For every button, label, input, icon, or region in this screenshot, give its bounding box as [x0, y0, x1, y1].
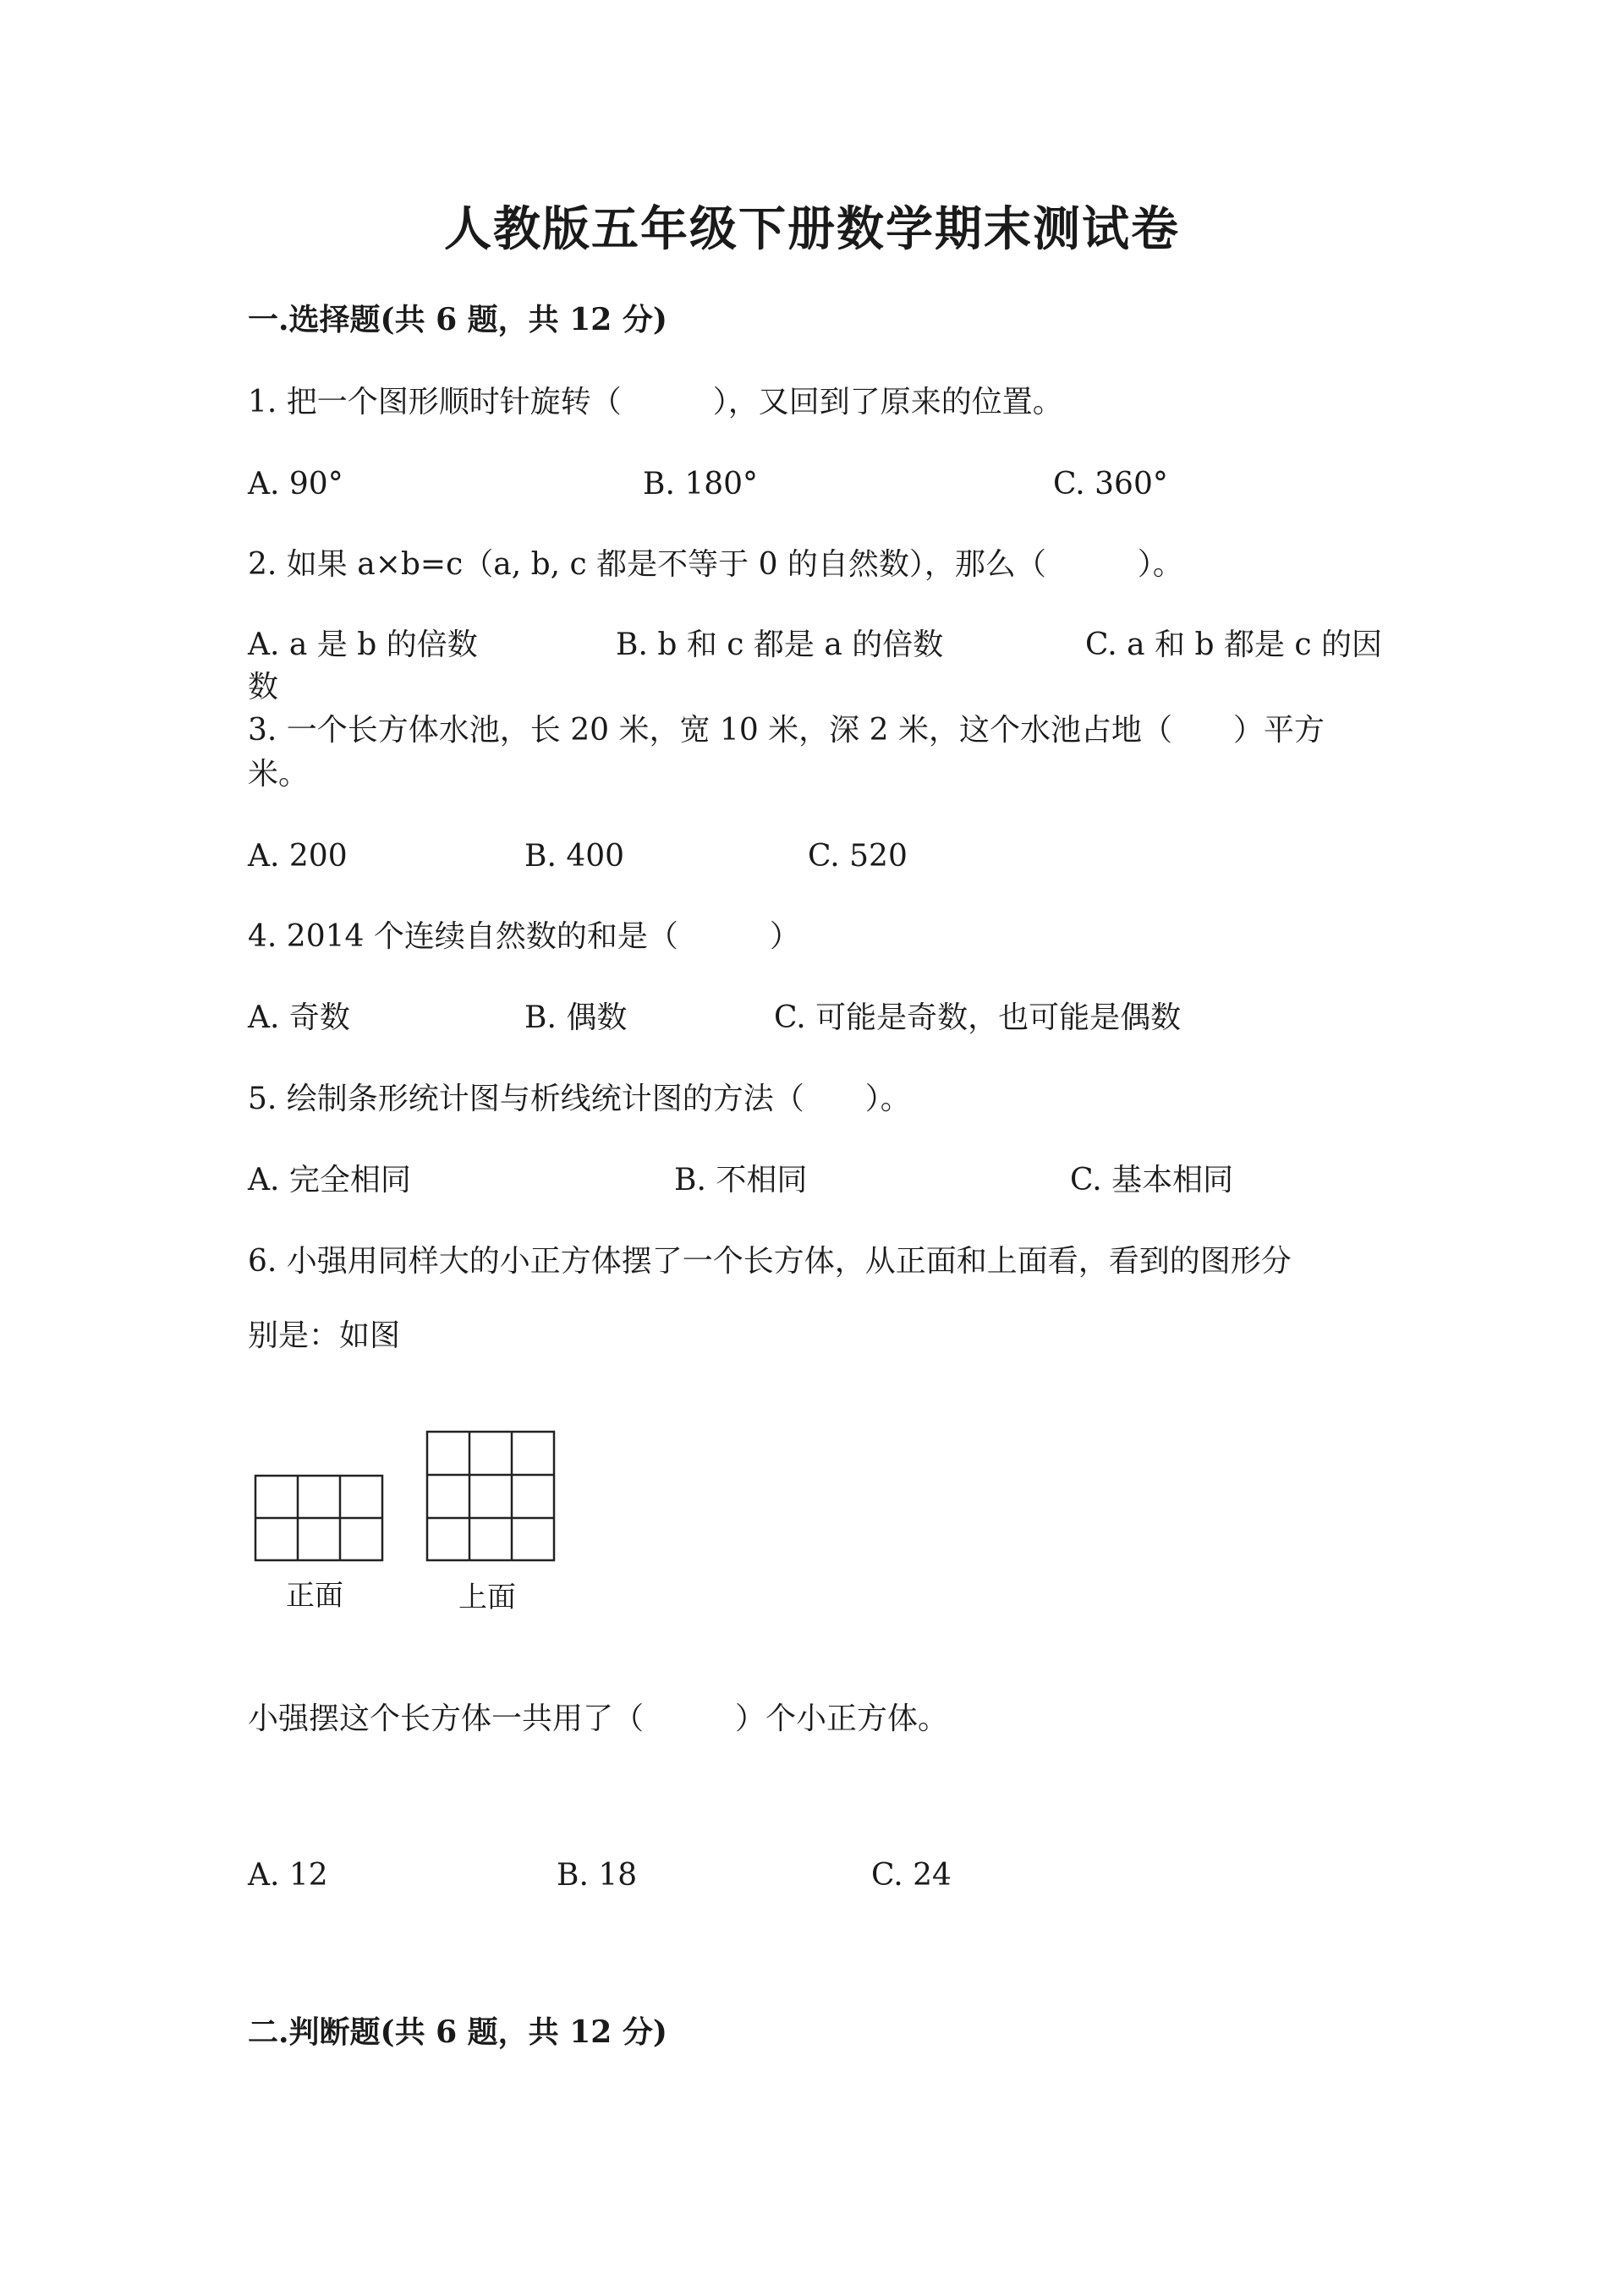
question-4-option-b: B. 偶数 [524, 1000, 628, 1035]
question-6-stem-line3: 小强摆这个长方体一共用了（ ）个小正方体。 [248, 1701, 949, 1736]
question-6-option-b: B. 18 [557, 1858, 638, 1893]
question-3-option-b: B. 400 [524, 839, 625, 874]
section-heading-judgement: 二.判断题(共 6 题，共 12 分) [248, 2014, 667, 2050]
question-1-option-a: A. 90° [248, 467, 343, 501]
top-view-label: 上面 [458, 1581, 516, 1614]
question-3-option-c: C. 520 [808, 839, 908, 874]
question-6-option-c: C. 24 [871, 1858, 952, 1893]
question-2-stem: 2. 如果 a×b=c（a, b, c 都是不等于 0 的自然数），那么（ ）。 [248, 547, 1183, 582]
top-view-outline [427, 1432, 554, 1560]
top-view-grid [427, 1432, 554, 1560]
question-5-option-c: C. 基本相同 [1070, 1163, 1234, 1197]
question-5-option-a: A. 完全相同 [248, 1163, 411, 1197]
question-4-option-a: A. 奇数 [248, 1000, 350, 1035]
question-3-stem-line1: 3. 一个长方体水池，长 20 米，宽 10 米，深 2 米，这个水池占地（ ）平方 [248, 713, 1325, 748]
question-3-stem-line2: 米。 [248, 757, 310, 792]
front-view-label: 正面 [286, 1579, 343, 1613]
front-view-grid [255, 1476, 382, 1560]
question-5-stem: 5. 绘制条形统计图与析线统计图的方法（ ）。 [248, 1082, 911, 1116]
question-4-stem: 4. 2014 个连续自然数的和是（ ） [248, 919, 800, 954]
question-6-option-a: A. 12 [248, 1858, 328, 1893]
section-heading-choice: 一.选择题(共 6 题，共 12 分) [248, 302, 667, 337]
question-6-stem-line2: 别是：如图 [248, 1318, 401, 1353]
question-2-option-c-wrap: 数 [248, 670, 279, 704]
page-title: 人教版五年级下册数学期末测试卷 [444, 201, 1180, 257]
question-6-figure [245, 1421, 584, 1624]
question-2-option-c: C. a 和 b 都是 c 的因 [1085, 627, 1383, 662]
question-2-option-a: A. a 是 b 的倍数 [248, 627, 478, 662]
question-2-option-b: B. b 和 c 都是 a 的倍数 [616, 627, 944, 662]
question-1-option-c: C. 360° [1053, 467, 1168, 501]
question-6-stem-line1: 6. 小强用同样大的小正方体摆了一个长方体，从正面和上面看，看到的图形分 [248, 1244, 1292, 1279]
question-5-option-b: B. 不相同 [674, 1163, 808, 1197]
question-4-option-c: C. 可能是奇数，也可能是偶数 [774, 1000, 1182, 1035]
question-3-option-a: A. 200 [248, 839, 348, 874]
question-1-stem: 1. 把一个图形顺时针旋转（ ），又回到了原来的位置。 [248, 385, 1063, 419]
question-1-option-b: B. 180° [643, 467, 759, 501]
